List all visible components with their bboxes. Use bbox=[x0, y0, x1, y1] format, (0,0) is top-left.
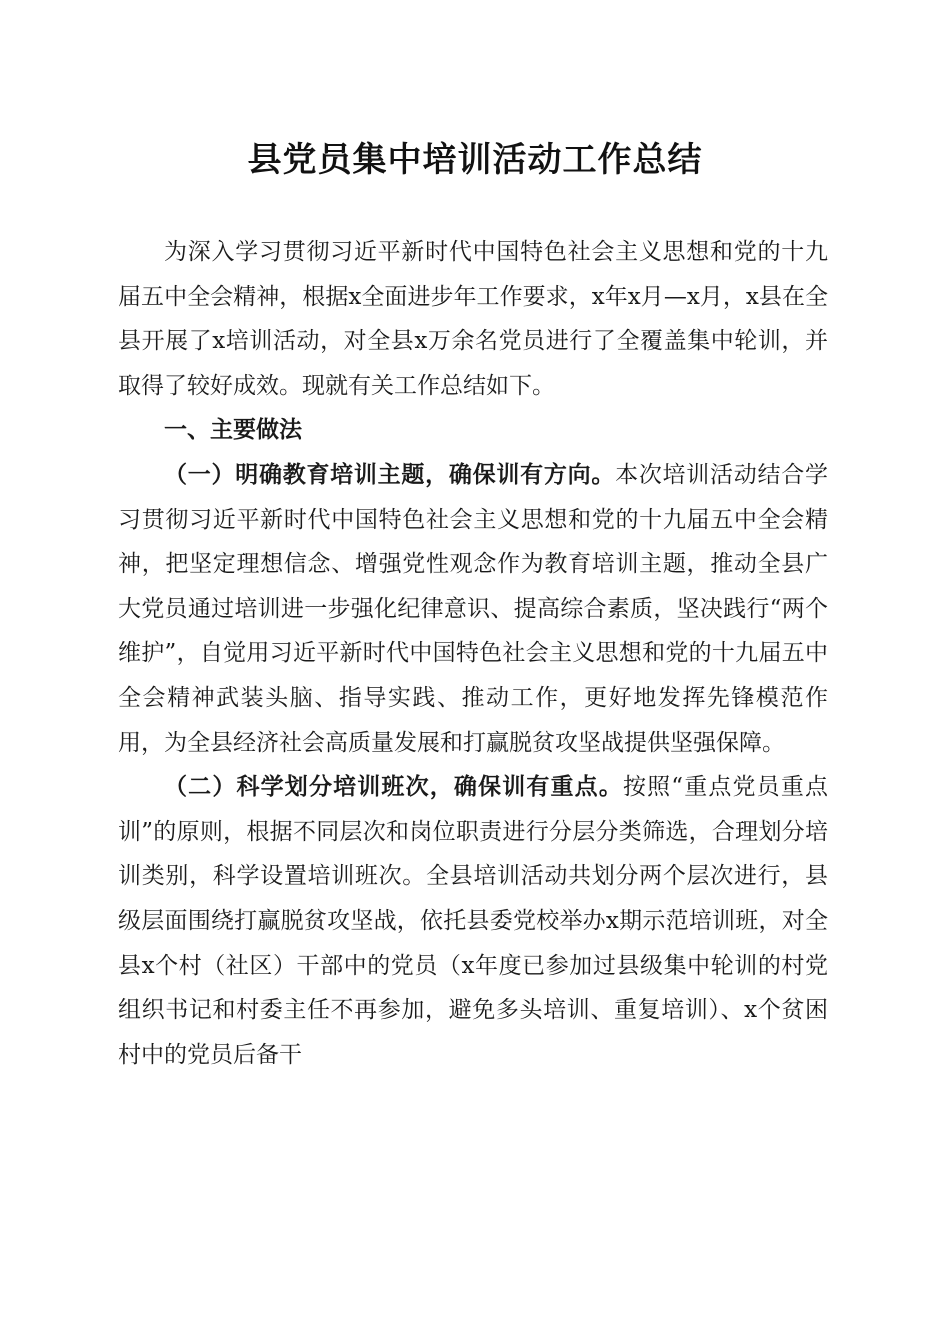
item-1-text: 本次培训活动结合学习贯彻习近平新时代中国特色社会主义思想和党的十九届五中全会精神，把坚定理想信念、增强党性观念作为教育培训主题，推动全县广大党员通过培训进一步强化纪律意识、提高综合素质，坚决践行“两个维护”，自觉用习近平新时代中国特色社会主义思想和党的十九届五中全会精神武装头脑、指导实践、推动工作，更好地发挥先锋模范作用，为全县经济社会高质量发展和打赢脱贫攻坚战提供坚强保障。 bbox=[118, 461, 829, 756]
document-body bbox=[118, 230, 828, 1077]
section-heading-main-practices: 一、主要做法 bbox=[164, 417, 302, 444]
item-1-lead: （一）明确教育培训主题，确保训有方向。 bbox=[164, 460, 616, 488]
item-2-text: 按照“重点党员重点训”的原则，根据不同层次和岗位职责进行分层分类筛选，合理划分培训类别，科学设置培训班次。全县培训活动共划分两个层次进行，县级层面围绕打赢脱贫攻坚战，依托县委党校举办x期示范培训班，对全县x个村（社区）干部中的党员（x年度已参加过县级集中轮训的村党组织书记和村委主任不再参加，避免多头培训、重复培训）、x个贫困村中的党员后备干 bbox=[118, 774, 828, 1068]
item-2-lead: （二）科学划分培训班次，确保训有重点。 bbox=[164, 773, 623, 801]
document-title: 县党员集中培训活动工作总结 bbox=[247, 140, 703, 180]
paragraph-item-1 bbox=[118, 453, 828, 765]
paragraph-item-2 bbox=[118, 765, 828, 1077]
intro-paragraph: 为深入学习贯彻习近平新时代中国特色社会主义思想和党的十九届五中全会精神，根据x全面进步年工作要求，x年x月—x月，x县在全县开展了x培训活动，对全县x万余名党员进行了全覆盖集中轮训，并取得了较好成效。现就有关工作总结如下。 bbox=[118, 239, 828, 399]
